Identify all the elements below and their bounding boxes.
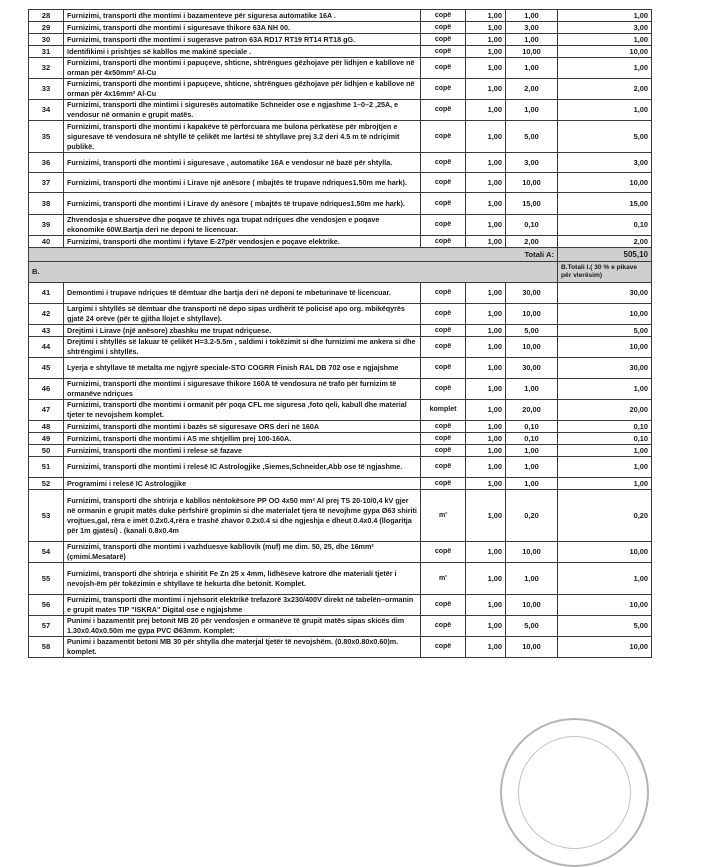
row-number: 41 (29, 283, 64, 304)
table-row (29, 379, 652, 400)
row-quantity: 1,00 (466, 10, 506, 22)
row-total: 0,10 (558, 433, 652, 445)
row-unit-price: 0,10 (506, 433, 558, 445)
row-description: Furnizimi, transporti dhe montimi i Lirave dy anësore ( mbajtës të trupave ndriques1.50m me hark). (64, 193, 421, 215)
row-number: 47 (29, 400, 64, 421)
row-quantity: 1,00 (466, 433, 506, 445)
section-b-label: B. (29, 262, 558, 283)
row-quantity: 1,00 (466, 79, 506, 100)
row-unit: copë (421, 34, 466, 46)
row-quantity: 1,00 (466, 173, 506, 193)
table-row (29, 304, 652, 325)
row-number: 48 (29, 421, 64, 433)
row-quantity: 1,00 (466, 478, 506, 490)
row-unit: copë (421, 304, 466, 325)
row-total: 1,00 (558, 100, 652, 121)
row-unit: copë (421, 153, 466, 173)
row-total: 1,00 (558, 10, 652, 22)
row-unit: komplet (421, 400, 466, 421)
table-row (29, 542, 652, 563)
row-quantity: 1,00 (466, 421, 506, 433)
row-unit-price: 5,00 (506, 325, 558, 337)
section-b-note: B.Totali I.( 30 % e pikave për vlerësim) (558, 262, 652, 283)
row-unit: copë (421, 379, 466, 400)
row-quantity: 1,00 (466, 637, 506, 658)
row-number: 39 (29, 215, 64, 236)
row-total: 30,00 (558, 283, 652, 304)
row-unit-price: 1,00 (506, 100, 558, 121)
row-total: 0,10 (558, 215, 652, 236)
row-unit: copë (421, 358, 466, 379)
row-unit: copë (421, 236, 466, 248)
row-unit: m' (421, 490, 466, 542)
row-total: 1,00 (558, 478, 652, 490)
section-b-rows (29, 283, 652, 658)
row-unit-price: 10,00 (506, 595, 558, 616)
row-description: Furnizimi, transporti dhe montimi i AS me shtjellim prej 100-160A. (64, 433, 421, 445)
row-number: 30 (29, 34, 64, 46)
row-description: Drejtimi i shtyllës së lakuar të çelikët H=3.2-5.5m , saldimi i tokëzimit si dhe furnizimi me ankera si dhe shtrëngimi i shtyllës. (64, 337, 421, 358)
table-row (29, 121, 652, 153)
section-a-rows (29, 10, 652, 248)
row-description: Furnizimi, transporti dhe montimi i bazës së siguresave ORS deri në 160A (64, 421, 421, 433)
table-row (29, 563, 652, 595)
row-description: Zhvendosja e shuersëve dhe poqave të zhivës nga trupat ndriçues dhe vendosjen e poqave ekonomike 60W.Bartja deri ne deponi te licencuar. (64, 215, 421, 236)
row-quantity: 1,00 (466, 58, 506, 79)
row-number: 57 (29, 616, 64, 637)
row-description: Identifikimi i prishtjes së kabllos me makinë speciale . (64, 46, 421, 58)
row-total: 5,00 (558, 325, 652, 337)
row-unit: copë (421, 215, 466, 236)
row-number: 38 (29, 193, 64, 215)
row-unit: copë (421, 10, 466, 22)
row-unit: copë (421, 637, 466, 658)
table-row (29, 433, 652, 445)
row-number: 36 (29, 153, 64, 173)
row-description: Punimi i bazamentit betoni MB 30 për shtylla dhe materjal tjetër të nevojshëm. (0.80x0.80x0.60)m. komplet. (64, 637, 421, 658)
row-unit: copë (421, 173, 466, 193)
row-unit: copë (421, 121, 466, 153)
row-unit-price: 1,00 (506, 478, 558, 490)
row-unit-price: 0,10 (506, 421, 558, 433)
row-number: 52 (29, 478, 64, 490)
row-total: 10,00 (558, 46, 652, 58)
row-unit-price: 10,00 (506, 304, 558, 325)
row-unit: m' (421, 563, 466, 595)
row-total: 20,00 (558, 400, 652, 421)
row-unit-price: 10,00 (506, 637, 558, 658)
row-quantity: 1,00 (466, 337, 506, 358)
row-description: Furnizimi, transporti dhe montimi i relese së fazave (64, 445, 421, 457)
row-unit-price: 1,00 (506, 58, 558, 79)
row-number: 53 (29, 490, 64, 542)
row-unit-price: 20,00 (506, 400, 558, 421)
table-row (29, 100, 652, 121)
table-row (29, 490, 652, 542)
row-description: Furnizimi, transporti dhe montimi i sugerasve patron 63A RD17 RT19 RT14 RT18 gG. (64, 34, 421, 46)
row-number: 29 (29, 22, 64, 34)
row-description: Furnizimi, transporti dhe montimi i njehsorit elektrikë trefazorë 3x230/400V direkt në tabelën–ormanin e grupit mates TIP "ISKRA" Digital ose e ngjajshme (64, 595, 421, 616)
table-row (29, 337, 652, 358)
row-total: 2,00 (558, 79, 652, 100)
row-description: Programimi i relesë IC Astrologjike (64, 478, 421, 490)
row-unit: copë (421, 457, 466, 478)
row-unit-price: 10,00 (506, 542, 558, 563)
table-row (29, 358, 652, 379)
row-description: Punimi i bazamentit prej betonit MB 20 për vendosjen e ormanëve të grupit matës sipas skicës dim 1.30x0.40x0.50m me gypa PVC Ø63mm. Komplet: (64, 616, 421, 637)
row-description: Furnizimi, transporti dhe montimi i bazamenteve për siguresa automatike 16A . (64, 10, 421, 22)
row-total: 5,00 (558, 121, 652, 153)
total-a-row (29, 248, 652, 262)
table-row (29, 457, 652, 478)
row-quantity: 1,00 (466, 22, 506, 34)
row-description: Furnizimi, transporti dhe montimi i papuçeve, shticne, shtrëngues gëzhojave për lidhjen e kabllove në orman për 4x50mm² Al-Cu (64, 58, 421, 79)
table-row (29, 478, 652, 490)
row-description: Furnizimi, transporti dhe montimi i ormanit për poqa CFL me siguresa ,foto qeli, kabull dhe material tjeter te nevojshem komplet. (64, 400, 421, 421)
bill-of-quantities-table (28, 9, 652, 658)
table-row (29, 445, 652, 457)
row-description: Largimi i shtyllës së dëmtuar dhe transporti në depo sipas urdhërit të policisë apo org. mbikëqyrës gjatë 24 orëve (për të gjitha llojet e shtyllave). (64, 304, 421, 325)
row-number: 42 (29, 304, 64, 325)
row-total: 10,00 (558, 337, 652, 358)
row-description: Furnizimi, transporti dhe montimi i vazhduesve kabllovik (muf) me dim. 50, 25, dhe 16mm² (çmimi.Mesatarë) (64, 542, 421, 563)
row-description: Furnizimi, transporti dhe montimi i papuçeve, shticne, shtrëngues gëzhojave për lidhjen e kabllove në orman për 4x16mm² Al-Cu (64, 79, 421, 100)
row-quantity: 1,00 (466, 563, 506, 595)
table-row (29, 215, 652, 236)
row-quantity: 1,00 (466, 490, 506, 542)
table-row (29, 58, 652, 79)
table-row (29, 283, 652, 304)
row-unit: copë (421, 433, 466, 445)
row-quantity: 1,00 (466, 236, 506, 248)
table-row (29, 236, 652, 248)
table-row (29, 10, 652, 22)
table-row (29, 79, 652, 100)
row-total: 10,00 (558, 595, 652, 616)
row-unit: copë (421, 421, 466, 433)
row-total: 1,00 (558, 563, 652, 595)
row-number: 56 (29, 595, 64, 616)
row-total: 10,00 (558, 542, 652, 563)
row-description: Furnizimi, transporti dhe montimi i kapakëve të përforcuara me bulona përkatëse për mbrojtjen e siguresave të vendosura në shtyllë të çelikët me lartësi të shtyllave prej 3.2 deri 4.5 m të ndriçimit publikë. (64, 121, 421, 153)
row-description: Furnizimi, transporti dhe montimi i siguresave thikore 63A NH 00. (64, 22, 421, 34)
row-quantity: 1,00 (466, 358, 506, 379)
row-unit-price: 30,00 (506, 283, 558, 304)
row-number: 37 (29, 173, 64, 193)
row-unit-price: 30,00 (506, 358, 558, 379)
row-description: Furnizimi, transporti dhe shtrirja e shiritit Fe Zn 25 x 4mm, lidhëseve katrore dhe materiali tjetër i nevojsh-ëm për tokëzimin e shtyllave të hekurta dhe betonit. Komplet. (64, 563, 421, 595)
row-number: 49 (29, 433, 64, 445)
section-b-header-row (29, 262, 652, 283)
row-unit-price: 10,00 (506, 337, 558, 358)
row-description: Lyerja e shtyllave të metalta me ngjyrë speciale-STO COGRR Finish RAL DB 702 ose e ngjajshme (64, 358, 421, 379)
row-quantity: 1,00 (466, 153, 506, 173)
row-quantity: 1,00 (466, 100, 506, 121)
row-description: Furnizimi, transporti dhe montimi i Lirave një anësore ( mbajtës të trupave ndriques1.50m me hark). (64, 173, 421, 193)
row-quantity: 1,00 (466, 46, 506, 58)
row-number: 51 (29, 457, 64, 478)
row-unit-price: 0,10 (506, 215, 558, 236)
row-unit: copë (421, 325, 466, 337)
table-row (29, 193, 652, 215)
table-row (29, 421, 652, 433)
row-unit: copë (421, 337, 466, 358)
row-total: 1,00 (558, 58, 652, 79)
row-quantity: 1,00 (466, 215, 506, 236)
row-unit: copë (421, 542, 466, 563)
row-number: 34 (29, 100, 64, 121)
row-number: 46 (29, 379, 64, 400)
row-number: 55 (29, 563, 64, 595)
official-stamp (500, 718, 649, 867)
row-number: 58 (29, 637, 64, 658)
row-unit: copë (421, 22, 466, 34)
row-unit: copë (421, 193, 466, 215)
row-number: 43 (29, 325, 64, 337)
row-number: 33 (29, 79, 64, 100)
row-unit-price: 1,00 (506, 445, 558, 457)
row-total: 10,00 (558, 173, 652, 193)
row-unit: copë (421, 46, 466, 58)
row-number: 31 (29, 46, 64, 58)
row-unit-price: 1,00 (506, 379, 558, 400)
table-row (29, 173, 652, 193)
row-description: Furnizimi, transporti dhe montimi i relesë IC Astrologjike ,Siemes,Schneider,Abb ose të ngjashme. (64, 457, 421, 478)
section-a-total (29, 248, 652, 283)
row-unit-price: 5,00 (506, 616, 558, 637)
total-a-label: Totali A: (29, 248, 558, 262)
row-quantity: 1,00 (466, 616, 506, 637)
row-quantity: 1,00 (466, 193, 506, 215)
row-unit-price: 0,20 (506, 490, 558, 542)
row-unit-price: 3,00 (506, 153, 558, 173)
row-unit: copë (421, 478, 466, 490)
row-quantity: 1,00 (466, 595, 506, 616)
row-total: 3,00 (558, 153, 652, 173)
row-unit-price: 5,00 (506, 121, 558, 153)
row-unit-price: 1,00 (506, 457, 558, 478)
row-quantity: 1,00 (466, 304, 506, 325)
row-description: Furnizimi, transporti dhe montimi i siguresave , automatike 16A e vendosur në bazë për shtylla. (64, 153, 421, 173)
row-quantity: 1,00 (466, 445, 506, 457)
row-total: 15,00 (558, 193, 652, 215)
row-total: 2,00 (558, 236, 652, 248)
row-number: 35 (29, 121, 64, 153)
row-unit-price: 2,00 (506, 79, 558, 100)
row-total: 10,00 (558, 304, 652, 325)
row-unit-price: 1,00 (506, 563, 558, 595)
total-a-value: 505,10 (558, 248, 652, 262)
row-description: Furnizimi, transporti dhe shtrirja e kabllos nëntokësore PP OO 4x50 mm² Al prej TS 20-10/0,4 kV gjer në ormanin e grupit matës duke përfshirë gropimin si dhe materialet tjera të nevojhme gypa Ø63 shiriti vrojtues,gal, rëra e imët 0.2x0.4,rëra e trashë zhavor 0.2x0.4 si dhe ngjeshja e dheut 0.4x0.4 (llogaritja për 1m gjatësi) . (kanali 0.8x0.4m (64, 490, 421, 542)
row-total: 1,00 (558, 445, 652, 457)
row-unit-price: 1,00 (506, 34, 558, 46)
row-unit-price: 1,00 (506, 10, 558, 22)
row-total: 0,10 (558, 421, 652, 433)
row-total: 30,00 (558, 358, 652, 379)
row-unit-price: 2,00 (506, 236, 558, 248)
row-quantity: 1,00 (466, 542, 506, 563)
row-total: 1,00 (558, 34, 652, 46)
table-row (29, 616, 652, 637)
row-description: Furnizimi, transporti dhe montimi i siguresave thikore 160A të vendosura në trafo për furnizim të ormanëve ndriçues (64, 379, 421, 400)
row-quantity: 1,00 (466, 283, 506, 304)
row-total: 10,00 (558, 637, 652, 658)
row-quantity: 1,00 (466, 400, 506, 421)
row-total: 0,20 (558, 490, 652, 542)
row-unit-price: 3,00 (506, 22, 558, 34)
row-total: 1,00 (558, 457, 652, 478)
row-unit: copë (421, 79, 466, 100)
table-row (29, 325, 652, 337)
row-unit: copë (421, 595, 466, 616)
row-number: 44 (29, 337, 64, 358)
row-number: 54 (29, 542, 64, 563)
row-number: 32 (29, 58, 64, 79)
table-row (29, 153, 652, 173)
row-unit-price: 10,00 (506, 46, 558, 58)
row-description: Furnizimi, transporti dhe mintimi i siguresës automatike Schneider ose e ngjashme 1–0–2 ,25A, e vendosur në ormanin e grupit matës. (64, 100, 421, 121)
row-quantity: 1,00 (466, 121, 506, 153)
row-unit: copë (421, 100, 466, 121)
row-quantity: 1,00 (466, 457, 506, 478)
table-row (29, 637, 652, 658)
row-total: 3,00 (558, 22, 652, 34)
table-row (29, 400, 652, 421)
table-row (29, 595, 652, 616)
row-description: Drejtimi i Lirave (një anësore) zbashku me trupat ndriçuese. (64, 325, 421, 337)
table-row (29, 34, 652, 46)
row-total: 1,00 (558, 379, 652, 400)
row-quantity: 1,00 (466, 379, 506, 400)
row-quantity: 1,00 (466, 34, 506, 46)
row-number: 45 (29, 358, 64, 379)
row-description: Demontimi i trupave ndriçues të dëmtuar dhe bartja deri në deponi te mbeturinave të licencuar. (64, 283, 421, 304)
row-unit: copë (421, 445, 466, 457)
row-number: 50 (29, 445, 64, 457)
row-quantity: 1,00 (466, 325, 506, 337)
row-unit: copë (421, 616, 466, 637)
row-number: 40 (29, 236, 64, 248)
row-number: 28 (29, 10, 64, 22)
table-row (29, 22, 652, 34)
row-description: Furnizimi, transporti dhe montimi i fytave E-27për vendosjen e poçave elektrike. (64, 236, 421, 248)
row-unit-price: 10,00 (506, 173, 558, 193)
row-unit-price: 15,00 (506, 193, 558, 215)
row-total: 5,00 (558, 616, 652, 637)
table-row (29, 46, 652, 58)
row-unit: copë (421, 58, 466, 79)
row-unit: copë (421, 283, 466, 304)
